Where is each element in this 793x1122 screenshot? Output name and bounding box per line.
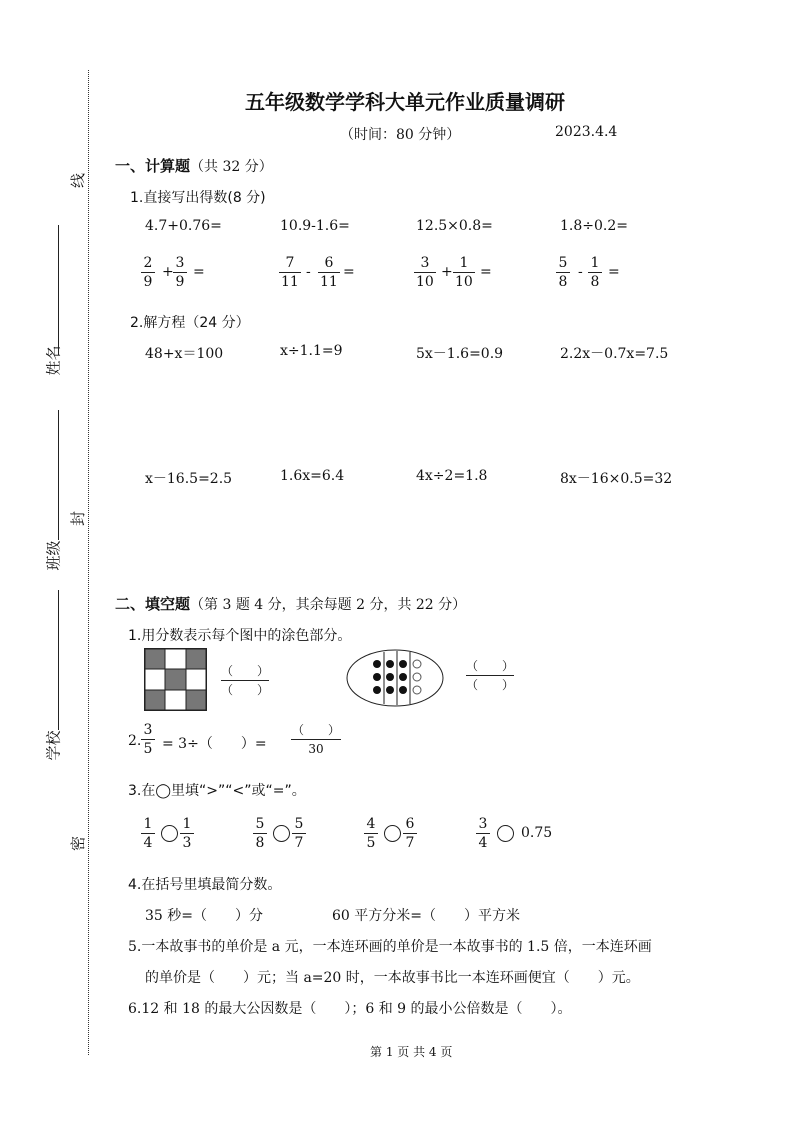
name-label: 姓名	[44, 345, 63, 376]
section2-points: （第 3 题 4 分，其余每题 2 分，共 22 分）	[190, 597, 467, 613]
page-footer: 第 1 页 共 4 页	[370, 1045, 453, 1059]
fraction: 7 11	[281, 255, 299, 290]
s2-q3-left-1: 1 4	[141, 815, 155, 852]
s2-q5-line2[interactable]: 的单价是（ ）元；当 a=20 时，一本故事书比一本连环画便宜（ ）元。	[145, 970, 640, 986]
equals: =	[480, 264, 492, 280]
shaded-grid-figure	[144, 648, 207, 711]
s1-q1-item-2: 10.9-1.6=	[280, 218, 350, 234]
compare-circle-3[interactable]	[384, 825, 401, 842]
equals: =	[608, 264, 620, 280]
s2-q6[interactable]: 6.12 和 18 的最大公因数是（ ）；6 和 9 的最小公倍数是（ ）。	[128, 1001, 572, 1017]
equals: =	[343, 264, 355, 280]
fraction: 3 9	[173, 254, 187, 291]
s2-q4-b[interactable]: 60 平方分米=（ ）平方米	[332, 908, 520, 924]
section1-heading	[115, 155, 273, 176]
margin-xian: 线	[69, 172, 88, 189]
s2-q1-label: 1.用分数表示每个图中的涂色部分。	[128, 628, 352, 644]
s1-q1-item-4: 1.8÷0.2=	[560, 218, 628, 234]
compare-circle-4[interactable]	[497, 825, 514, 842]
s2-q3-label: 3.在◯里填“>”“<”或“=”。	[128, 783, 306, 799]
dots-oval-figure	[345, 648, 445, 708]
class-field[interactable]	[58, 410, 59, 540]
s2-q2-num: 2.	[128, 733, 142, 749]
school-field[interactable]	[58, 590, 59, 730]
compare-circle-2[interactable]	[273, 825, 290, 842]
s2-q3-right-4: 0.75	[521, 825, 553, 841]
s2-q4-label: 4.在括号里填最简分数。	[128, 877, 282, 893]
section1-title: 一、计算题	[115, 157, 191, 175]
s2-q2-answer-fraction[interactable]: （ ） 30	[292, 723, 341, 756]
operator: +	[441, 264, 453, 280]
s2-q3-left-4: 3 4	[476, 815, 490, 852]
s2-q1-answer-2[interactable]: （ ） （ ）	[466, 659, 515, 692]
fraction: 6 11	[320, 255, 338, 290]
s1-q2-eq-8: 8x－16×0.5=32	[560, 471, 673, 487]
s1-q2-eq-5: x－16.5=2.5	[145, 471, 233, 487]
fraction: 5 8	[556, 254, 570, 291]
s1-q2-label: 2.解方程（24 分）	[130, 315, 250, 331]
section2-title: 二、填空题	[115, 595, 191, 613]
s1-q2-eq-3: 5x－1.6=0.9	[416, 346, 504, 362]
s2-q4-a[interactable]: 35 秒=（ ）分	[145, 908, 263, 924]
margin-mi: 密	[69, 835, 88, 852]
s2-q3-right-3: 6 7	[403, 815, 417, 852]
s1-q2-eq-6: 1.6x=6.4	[280, 468, 345, 484]
page-title: 五年级数学学科大单元作业质量调研	[245, 90, 565, 114]
compare-circle-1[interactable]	[161, 825, 178, 842]
section2-heading	[115, 593, 466, 614]
fraction: 3 10	[416, 255, 434, 290]
name-field[interactable]	[58, 225, 59, 355]
s2-q5-line1: 5.一本故事书的单价是 a 元，一本连环画的单价是一本故事书的 1.5 倍，一本连环画	[128, 939, 652, 955]
operator: -	[306, 264, 311, 280]
s1-q2-eq-1: 48+x＝100	[145, 346, 224, 362]
s1-q1-item-1: 4.7+0.76=	[145, 218, 222, 234]
s2-q3-right-1: 1 3	[180, 815, 194, 852]
s1-q1-label: 1.直接写出得数(8 分)	[130, 190, 266, 206]
fraction: 2 9	[141, 254, 155, 291]
fraction: 1 10	[455, 255, 473, 290]
s1-q2-eq-7: 4x÷2=1.8	[416, 468, 488, 484]
s2-q3-left-2: 5 8	[253, 815, 267, 852]
fraction: 1 8	[588, 254, 602, 291]
exam-time: （时间：80 分钟）	[340, 127, 461, 143]
s1-q2-eq-2: x÷1.1=9	[280, 343, 343, 359]
s1-q1-item-3: 12.5×0.8=	[416, 218, 493, 234]
margin-feng: 封	[69, 510, 88, 527]
school-label: 学校	[44, 730, 63, 761]
s2-q1-answer-1[interactable]: （ ） （ ）	[221, 664, 270, 697]
s2-q2-fraction: 3 5	[141, 721, 155, 758]
exam-date: 2023.4.4	[555, 124, 618, 140]
operator: -	[578, 264, 583, 280]
equals: =	[193, 264, 205, 280]
s2-q2-middle[interactable]: = 3÷（ ）=	[162, 736, 267, 752]
class-label: 班级	[44, 540, 63, 571]
section1-points: （共 32 分）	[190, 159, 273, 175]
s1-q2-eq-4: 2.2x－0.7x=7.5	[560, 346, 669, 362]
s2-q3-left-3: 4 5	[364, 815, 378, 852]
operator: +	[162, 264, 174, 280]
binding-dotted-line	[88, 70, 89, 1055]
s2-q3-right-2: 5 7	[292, 815, 306, 852]
